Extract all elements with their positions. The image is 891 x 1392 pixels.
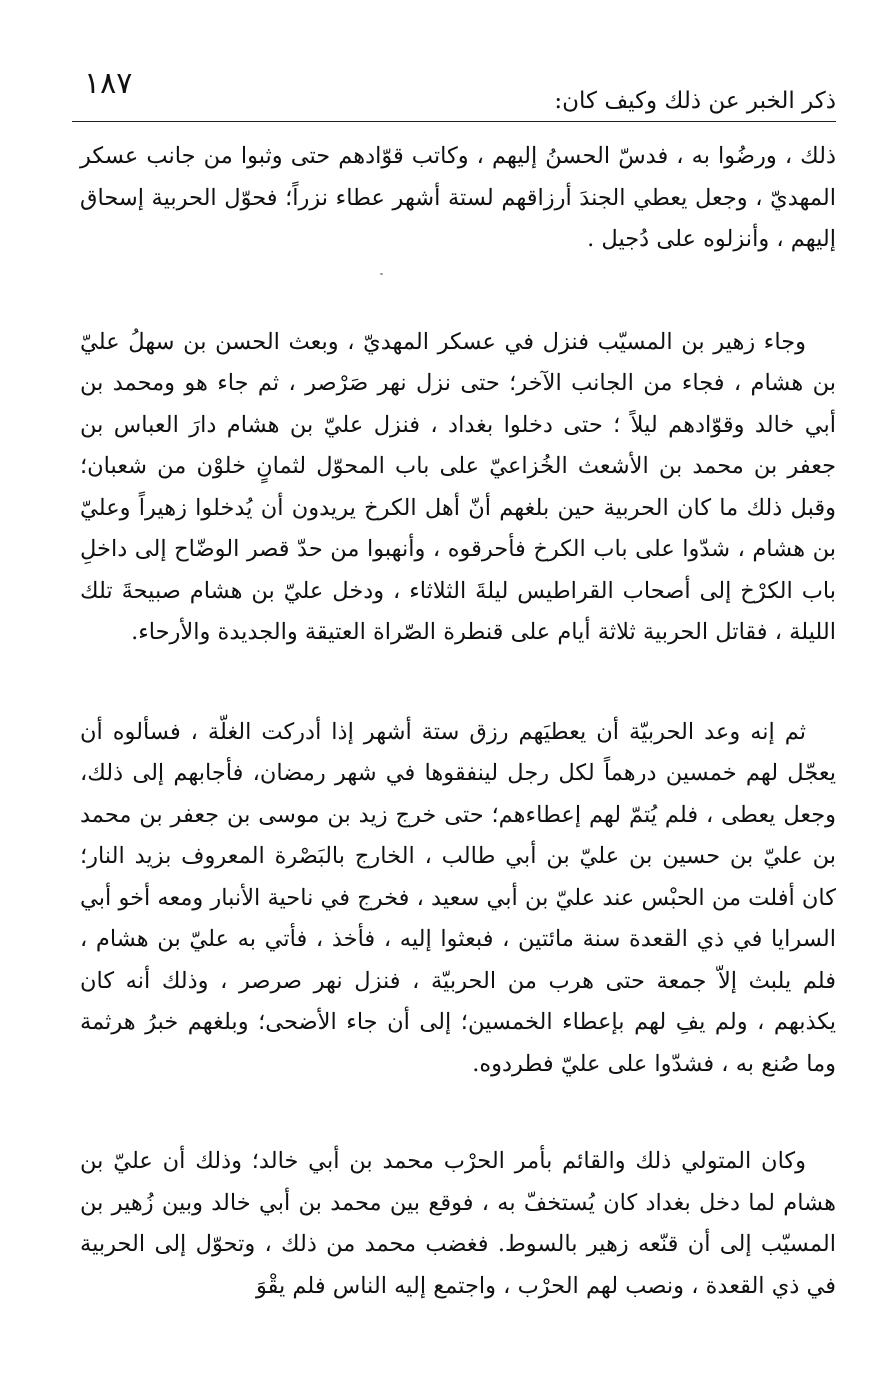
header-rule [72,121,836,122]
paragraph: ذلك ، ورضُوا به ، فدسّ الحسنُ إليهم ، وكاتب قوّادهم حتى وثبوا من جانب عسكر المهديّ ، وجعل يعطي الجندَ أرزاقهم لستة أشهر عطاء نزراً؛ فحوّل الحربية إسحاق إليهم ، وأنزلوه على دُجيل . [80,143,836,252]
paragraph-spacer [80,261,836,322]
paragraph: وكان المتولي ذلك والقائم بأمر الحرْب محمد بن أبي خالد؛ وذلك أن عليّ بن هشام لما دخل بغداد كان يُستخفّ به ، فوقع بين محمد بن أبي خالد وبين زُهير بن المسيّب إلى أن قنّعه زهير بالسوط. فغضب محمد من ذلك ، وتحوّل إلى الحربية في ذي القعدة ، ونصب لهم الحرْب ، واجتمع إليه الناس فلم يقْوَ [80,1148,836,1299]
page-number: ١٨٧ [84,66,133,101]
paragraph-spacer [80,1085,836,1141]
paragraph-spacer [80,654,836,712]
page-header [70,58,836,122]
running-head: ذكر الخبر عن ذلك وكيف كان: [554,88,836,114]
paragraph: وجاء زهير بن المسيّب فنزل في عسكر المهديّ ، وبعث الحسن بن سهلُ عليّ بن هشام ، فجاء من الجانب الآخر؛ حتى نزل نهر صَرْصر ، ثم جاء هو ومحمد بن أبي خالد وقوّادهم ليلاً ؛ حتى دخلوا بغداد ، فنزل عليّ بن هشام دارَ العباس بن جعفر بن محمد بن الأشعث الخُزاعيّ على باب المحوّل لثمانٍ خلوْن من شعبان؛ وقبل ذلك ما كان الحربية حين بلغهم أنّ أهل الكرخ يريدون أن يُدخلوا زهيراً وعليّ بن هشام ، شدّوا على باب الكرخ فأحرقوه ، وأنهبوا من حدّ قصر الوضّاح إلى داخلِ باب الكرْخ إلى أصحاب القراطيس ليلةَ الثلاثاء ، ودخل عليّ بن هشام صبيحةَ تلك الليلة ، فقاتل الحربية ثلاثة أيام على قنطرة الصّراة العتيقة والجديدة والأرحاء. [80,328,836,645]
paragraph: ثم إنه وعد الحربيّة أن يعطيَهم رزق ستة أشهر إذا أدركت الغلّة ، فسألوه أن يعجّل لهم خمسين درهماً لكل رجل لينفقوها في شهر رمضان، فأجابهم إلى ذلك، وجعل يعطى ، فلم يُتمّ لهم إعطاءهم؛ حتى خرج زيد بن موسى بن جعفر بن محمد بن عليّ بن حسين بن عليّ بن أبي طالب ، الخارج بالبَصْرة المعروف بزيد النار؛ كان أفلت من الحبْس عند عليّ بن أبي سعيد ، فخرج في ناحية الأنبار ومعه أخو أبي السرايا في ذي القعدة سنة مائتين ، فبعثوا إليه ، فأخذ ، فأتي به عليّ بن هشام ، فلم يلبث إلاّ جمعة حتى هرب من الحربيّة ، فنزل نهر صرصر ، وذلك أنه كان يكذبهم ، ولم يفِ لهم بإعطاء الخمسين؛ إلى أن جاء الأضحى؛ وبلغهم خبرُ هرثمة وما صُنع به ، فشدّوا على عليّ فطردوه. [80,718,836,1077]
body-text [80,136,836,1307]
